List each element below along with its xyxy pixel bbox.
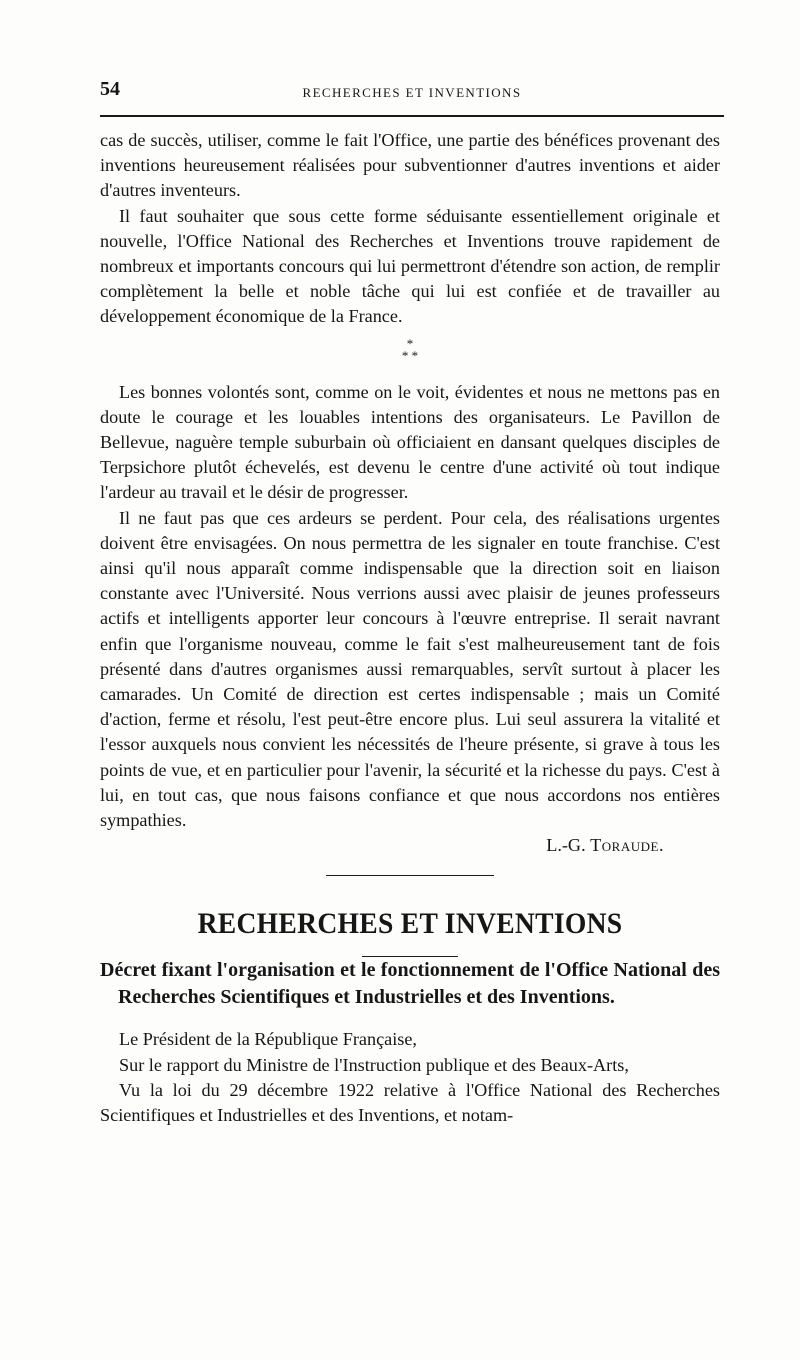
- running-header: [100, 78, 724, 102]
- page-number: 54: [100, 78, 120, 100]
- decree-line: Le Président de la République Française,: [119, 1029, 417, 1050]
- decree-body: [100, 1027, 720, 1128]
- header-rule: [100, 115, 724, 117]
- signature-surname: Toraude.: [590, 835, 664, 856]
- decree-line: Vu la loi du 29 décembre 1922 relative à l'Office National des Recherches Scientifiques et Industrielles et des Inventions, et notam-: [100, 1079, 720, 1126]
- running-title: RECHERCHES ET INVENTIONS: [302, 85, 522, 100]
- section-divider-rule: [326, 875, 494, 876]
- paragraph: Il ne faut pas que ces ardeurs se perdent. Pour cela, des réalisations urgentes doivent être envisagées. On nous permettra de les signaler en toute franchise. C'est ainsi qu'il nous apparaît comme indispensable que la direction soit en liaison constante avec l'Université. Nous verrions aussi avec plaisir de jeunes professeurs actifs et intelligents apporter leur concours à l'œuvre entreprise. Il serait navrant enfin que l'organisme nouveau, comme le fait s'est malheureusement tant de fois présenté dans d'autres organismes aussi remarquables, servît surtout à placer les camarades. Un Comité de direction est certes indispensable ; mais un Comité d'action, ferme et résolu, l'est peut-être encore plus. Lui seul assurera la vitalité et l'essor auxquels nous convient les nécessités de l'heure présente, si grave à tous les points de vue, et en particulier pour l'avenir, la sécurité et la richesse du pays. C'est à lui, en tout cas, que nous faisons confiance et que nous accordons nos entières sympathies.: [100, 507, 720, 831]
- paragraph: Il faut souhaiter que sous cette forme séduisante essentiellement originale et nouvelle, l'Office National des Recherches et Inventions trouve rapidement de nombreux et importants concours qui lui permettront d'étendre son action, de remplir complètement la belle et noble tâche qui lui est confiée et de travailler au développement économique de la France.: [100, 205, 720, 327]
- author-signature: [100, 833, 720, 858]
- section-heading: RECHERCHES ET INVENTIONS: [197, 907, 623, 941]
- asterism-separator: [100, 330, 720, 380]
- paragraph-continued: cas de succès, utiliser, comme le fait l'Office, une partie des bénéfices provenant des inventions heureusement réalisées pour subventionner d'autres inventions et aider d'autres inventeurs.: [100, 130, 720, 201]
- asterism-bottom: * *: [401, 347, 419, 363]
- page-body: [100, 128, 720, 1128]
- signature-initials: L.-G.: [546, 835, 586, 856]
- decree-line: Sur le rapport du Ministre de l'Instruction publique et des Beaux-Arts,: [119, 1054, 629, 1075]
- paragraph: Les bonnes volontés sont, comme on le voit, évidentes et nous ne mettons pas en doute le courage et les louables intentions des organisateurs. Le Pavillon de Bellevue, naguère temple suburbain où officiaient en dansant quelques disciples de Terpsichore plutôt échevelés, est devenu le centre d'une activité où tout indique l'ardeur au travail et le désir de progresser.: [100, 381, 720, 503]
- asterism-top: *: [406, 335, 414, 351]
- decree-title: Décret fixant l'organisation et le fonctionnement de l'Office National des Recherches Scientifiques et Industrielles et des Inventions.: [100, 959, 720, 1009]
